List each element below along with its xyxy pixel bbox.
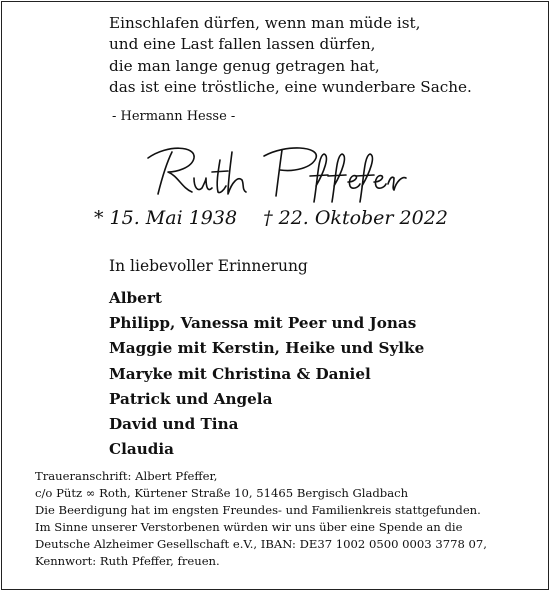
birth-date: * 15. Mai 1938 <box>94 207 238 229</box>
poem-line: Einschlafen dürfen, wenn man müde ist, <box>109 14 421 32</box>
poem-line: das ist eine tröstliche, eine wunderbare Sache. <box>109 78 472 97</box>
funeral-note: Die Beerdigung hat im engsten Freundes- und Familienkreis stattgefunden. <box>35 503 481 517</box>
poem-author: - Hermann Hesse - <box>112 109 236 124</box>
memory-heading: In liebevoller Erinnerung <box>109 257 308 275</box>
life-dates <box>94 207 448 229</box>
signature-svg <box>144 142 414 204</box>
mourner: Claudia <box>109 440 174 459</box>
mourning-address-street: c/o Pütz ∞ Roth, Kürtener Straße 10, 51465 Bergisch Gladbach <box>35 486 409 500</box>
poem <box>109 13 472 99</box>
notice-frame <box>1 1 549 590</box>
mourner: Philipp, Vanessa mit Peer und Jonas <box>109 314 417 333</box>
mourner: Maggie mit Kerstin, Heike und Sylke <box>109 339 425 358</box>
footer-info <box>35 468 487 570</box>
mourner: David und Tina <box>109 415 239 434</box>
deceased-name-signature <box>144 142 414 204</box>
donation-keyword: Kennwort: Ruth Pfeffer, freuen. <box>35 554 220 568</box>
mourning-address: Traueranschrift: Albert Pfeffer, <box>35 469 218 483</box>
donation-note: Im Sinne unserer Verstorbenen würden wir uns über eine Spende an die <box>35 520 463 534</box>
poem-line: und eine Last fallen lassen dürfen, <box>109 35 376 54</box>
mourner: Patrick und Angela <box>109 389 273 408</box>
mourner: Albert <box>109 289 162 307</box>
poem-line: die man lange genug getragen hat, <box>109 56 380 75</box>
mourners-list <box>109 286 424 462</box>
death-date: † 22. Oktober 2022 <box>263 207 448 229</box>
donation-iban: Deutsche Alzheimer Gesellschaft e.V., IBAN: DE37 1002 0500 0003 3778 07, <box>35 537 487 551</box>
mourner: Maryke mit Christina & Daniel <box>109 364 371 383</box>
